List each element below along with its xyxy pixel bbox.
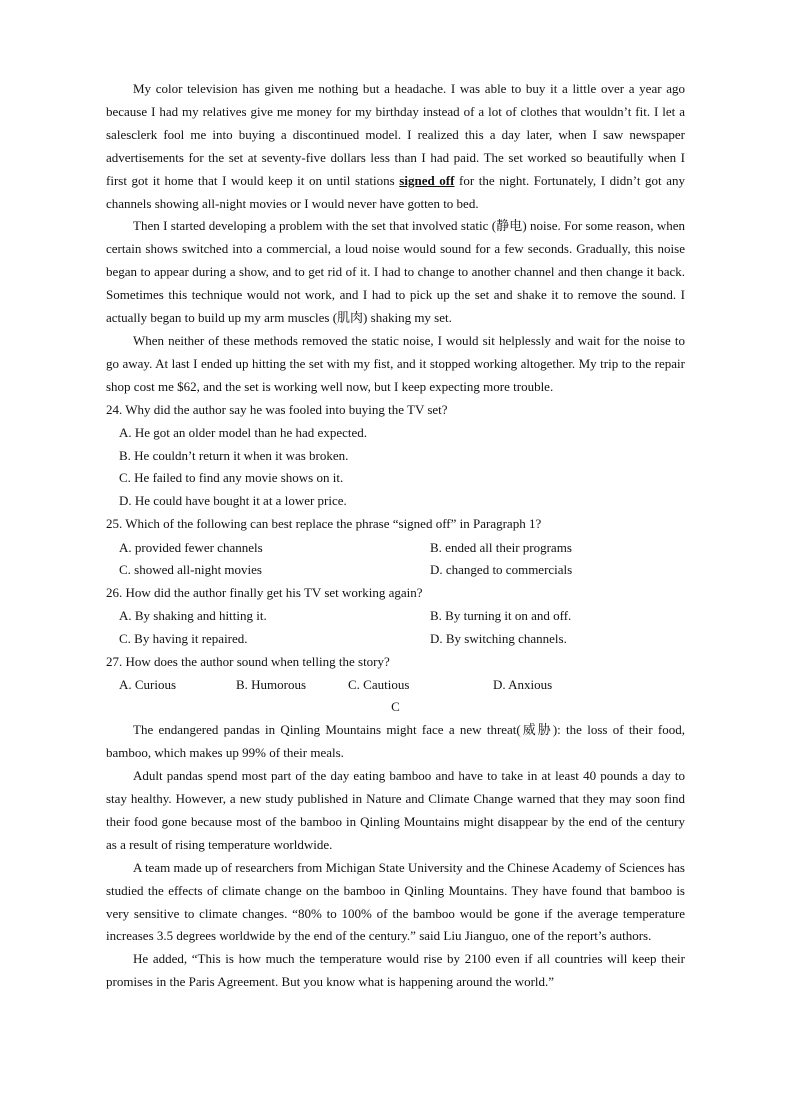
options-row: [106, 674, 685, 697]
passage-c-paragraph-1: The endangered pandas in Qinling Mountains might face a new threat(威胁): the loss of their food, bamboo, which makes up 99% of their meals.: [106, 722, 685, 761]
highlighted-phrase: signed off: [399, 172, 455, 188]
question-27: [106, 651, 685, 697]
question-24: [106, 399, 685, 514]
option-b: B. Humorous: [236, 676, 307, 692]
question-25: [106, 513, 685, 582]
document-content: [106, 78, 685, 994]
passage-b-paragraph-1: [106, 78, 685, 215]
question-stem: 26. How did the author finally get his TV set working again?: [106, 584, 423, 600]
p1-text-b: for the night. Fortunately, I didn’t got any channels showing all-night movies or I would never have gotten to bed.: [106, 172, 685, 211]
option-c: C. He failed to find any movie shows on it.: [119, 470, 344, 486]
passage-c-paragraph-4: He added, “This is how much the temperature would rise by 2100 even if all countries will keep their promises in the Paris Agreement. But you know what is happening around the world.”: [106, 951, 685, 990]
passage-c-paragraph-3: A team made up of researchers from Michigan State University and the Chinese Academy of Sciences has studied the effects of climate change on the bamboo in Qinling Mountains. They have found that bamboo is very sensitive to climate changes. “80% to 100% of the bamboo would be gone if the average temperature increases 3.5 degrees worldwide by the end of the century.” said Liu Jianguo, one of the report’s authors.: [106, 859, 685, 944]
option-b: B. He couldn’t return it when it was broken.: [119, 447, 349, 463]
option-a: A. Curious: [119, 676, 177, 692]
option-a: A. He got an older model than he had expected.: [119, 424, 367, 440]
option-d: D. He could have bought it at a lower price.: [119, 493, 347, 509]
passage-b-paragraph-3: When neither of these methods removed the static noise, I would sit helplessly and wait for the noise to go away. At last I ended up hitting the set with my fist, and it stopped working altogether. My trip to the repair shop cost me $62, and the set is working well now, but I keep expecting more trouble.: [106, 332, 685, 394]
question-26: [106, 582, 685, 651]
passage-c-paragraph-2: Adult pandas spend most part of the day eating bamboo and have to take in at least 40 pounds a day to stay healthy. However, a new study published in Nature and Climate Change warned that they may soon find their food gone because most of the bamboo in Qinling Mountains might disappear by the end of the century as a result of rising temperature worldwide.: [106, 768, 685, 852]
passage-b-paragraph-2: Then I started developing a problem with the set that involved static (静电) noise. For some reason, when certain shows switched into a commercial, a loud noise would sound for a few seconds. Gradually, this noise began to appear during a show, and to get rid of it. I had to change to another channel and then change it back. Sometimes this technique would not work, and I had to pick up the set and shake it to remove the sound. I actually began to build up my arm muscles (肌肉) shaking my set.: [106, 218, 685, 326]
option-c: C. showed all-night movies: [119, 562, 262, 578]
option-b: B. ended all their programs: [430, 539, 572, 555]
options-row: [106, 605, 685, 628]
option-a: A. provided fewer channels: [119, 539, 263, 555]
question-stem: 27. How does the author sound when telling the story?: [106, 653, 390, 669]
option-c: C. Cautious: [348, 676, 410, 692]
option-a: A. By shaking and hitting it.: [119, 608, 267, 624]
options-row: [106, 559, 685, 582]
option-d: D. Anxious: [493, 676, 553, 692]
section-heading-c: C: [391, 699, 400, 715]
option-d: D. By switching channels.: [430, 631, 567, 647]
question-stem: 24. Why did the author say he was fooled into buying the TV set?: [106, 401, 448, 417]
option-b: B. By turning it on and off.: [430, 608, 572, 624]
question-stem: 25. Which of the following can best replace the phrase “signed off” in Paragraph 1?: [106, 516, 542, 532]
p1-text-a: My color television has given me nothing but a headache. I was able to buy it a little over a year ago because I had my relatives give me money for my birthday instead of a lot of clothes that wouldn’t fit. I let a salesclerk fool me into buying a discontinued model. I realized this a day later, when I saw newspaper advertisements for the set at seventy-five dollars less than I had paid. The set worked so beautifully when I first got it home that I would keep it on until stations: [106, 81, 685, 188]
options-row: [106, 536, 685, 559]
option-d: D. changed to commercials: [430, 562, 573, 578]
option-c: C. By having it repaired.: [119, 631, 248, 647]
options-row: [106, 628, 685, 651]
